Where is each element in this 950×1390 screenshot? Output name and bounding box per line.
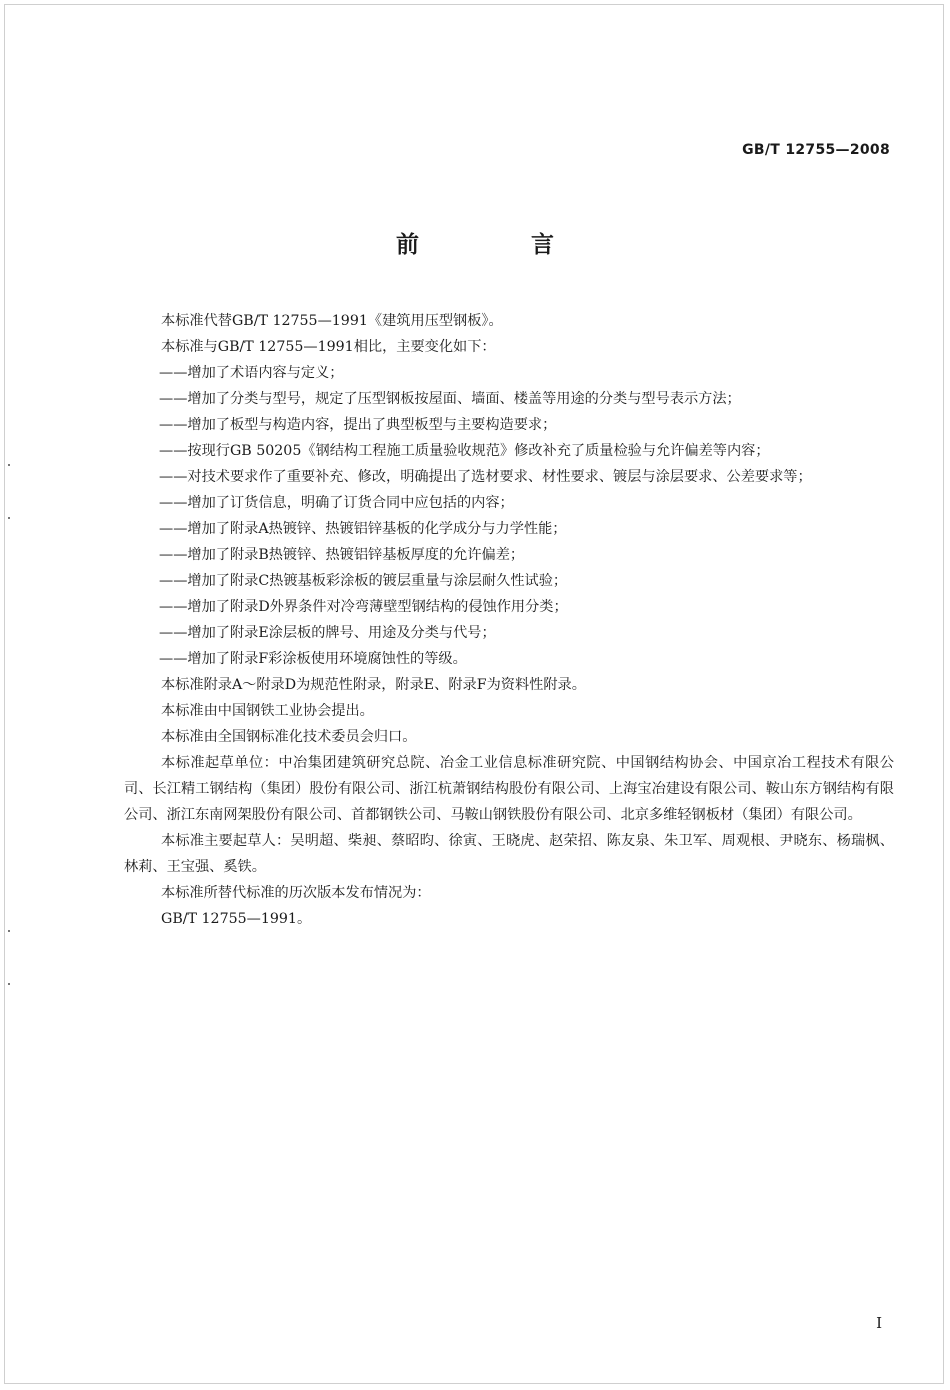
standard-number: GB/T 12755—2008	[742, 142, 890, 158]
foreword-body	[124, 308, 894, 932]
page-number: I	[876, 1314, 882, 1332]
paragraph: 本标准由中国钢铁工业协会提出。	[161, 703, 374, 719]
scan-speck	[8, 464, 10, 466]
paragraph-drafting-units: 本标准起草单位：中冶集团建筑研究总院、冶金工业信息标准研究院、中国钢结构协会、中国京冶工程技术有限公司、长江精工钢结构（集团）股份有限公司、浙江杭萧钢结构股份有限公司、上海宝冶建设有限公司、鞍山东方钢结构有限公司、浙江东南网架股份有限公司、首都钢铁公司、马鞍山钢铁股份有限公司、北京多维轻钢板材（集团）有限公司。	[124, 755, 894, 823]
change-item: ——增加了订货信息，明确了订货合同中应包括的内容；	[159, 495, 514, 511]
change-item: ——增加了附录F彩涂板使用环境腐蚀性的等级。	[159, 651, 467, 667]
paragraph: 本标准附录A～附录D为规范性附录，附录E、附录F为资料性附录。	[161, 677, 586, 693]
paragraph: 本标准所替代标准的历次版本发布情况为：	[161, 885, 431, 901]
paragraph: 本标准与GB/T 12755—1991相比，主要变化如下：	[161, 339, 496, 355]
change-item: ——按现行GB 50205《钢结构工程施工质量验收规范》修改补充了质量检验与允许偏差等内容；	[159, 443, 770, 459]
change-item: ——对技术要求作了重要补充、修改，明确提出了选材要求、材性要求、镀层与涂层要求、公差要求等；	[159, 469, 812, 485]
paragraph: GB/T 12755—1991。	[161, 911, 312, 927]
scan-speck	[8, 983, 10, 985]
change-item: ——增加了板型与构造内容，提出了典型板型与主要构造要求；	[159, 417, 557, 433]
change-item: ——增加了附录B热镀锌、热镀铝锌基板厚度的允许偏差；	[159, 547, 525, 563]
page-title: 前 言	[395, 232, 606, 258]
change-item: ——增加了附录A热镀锌、热镀铝锌基板的化学成分与力学性能；	[159, 521, 567, 537]
paragraph-drafters: 本标准主要起草人：吴明超、柴昶、蔡昭昀、徐寅、王晓虎、赵荣招、陈友泉、朱卫军、周观根、尹晓东、杨瑞枫、林莉、王宝强、奚铁。	[124, 833, 894, 875]
paragraph: 本标准由全国钢标准化技术委员会归口。	[161, 729, 417, 745]
paragraph: 本标准代替GB/T 12755—1991《建筑用压型钢板》。	[161, 313, 503, 329]
change-item: ——增加了附录C热镀基板彩涂板的镀层重量与涂层耐久性试验；	[159, 573, 568, 589]
change-item: ——增加了附录D外界条件对冷弯薄壁型钢结构的侵蚀作用分类；	[159, 599, 568, 615]
change-item: ——增加了附录E涂层板的牌号、用途及分类与代号；	[159, 625, 496, 641]
change-item: ——增加了术语内容与定义；	[159, 365, 344, 381]
scan-speck	[8, 517, 10, 519]
scan-speck	[8, 930, 10, 932]
change-item: ——增加了分类与型号，规定了压型钢板按屋面、墙面、楼盖等用途的分类与型号表示方法；	[159, 391, 741, 407]
